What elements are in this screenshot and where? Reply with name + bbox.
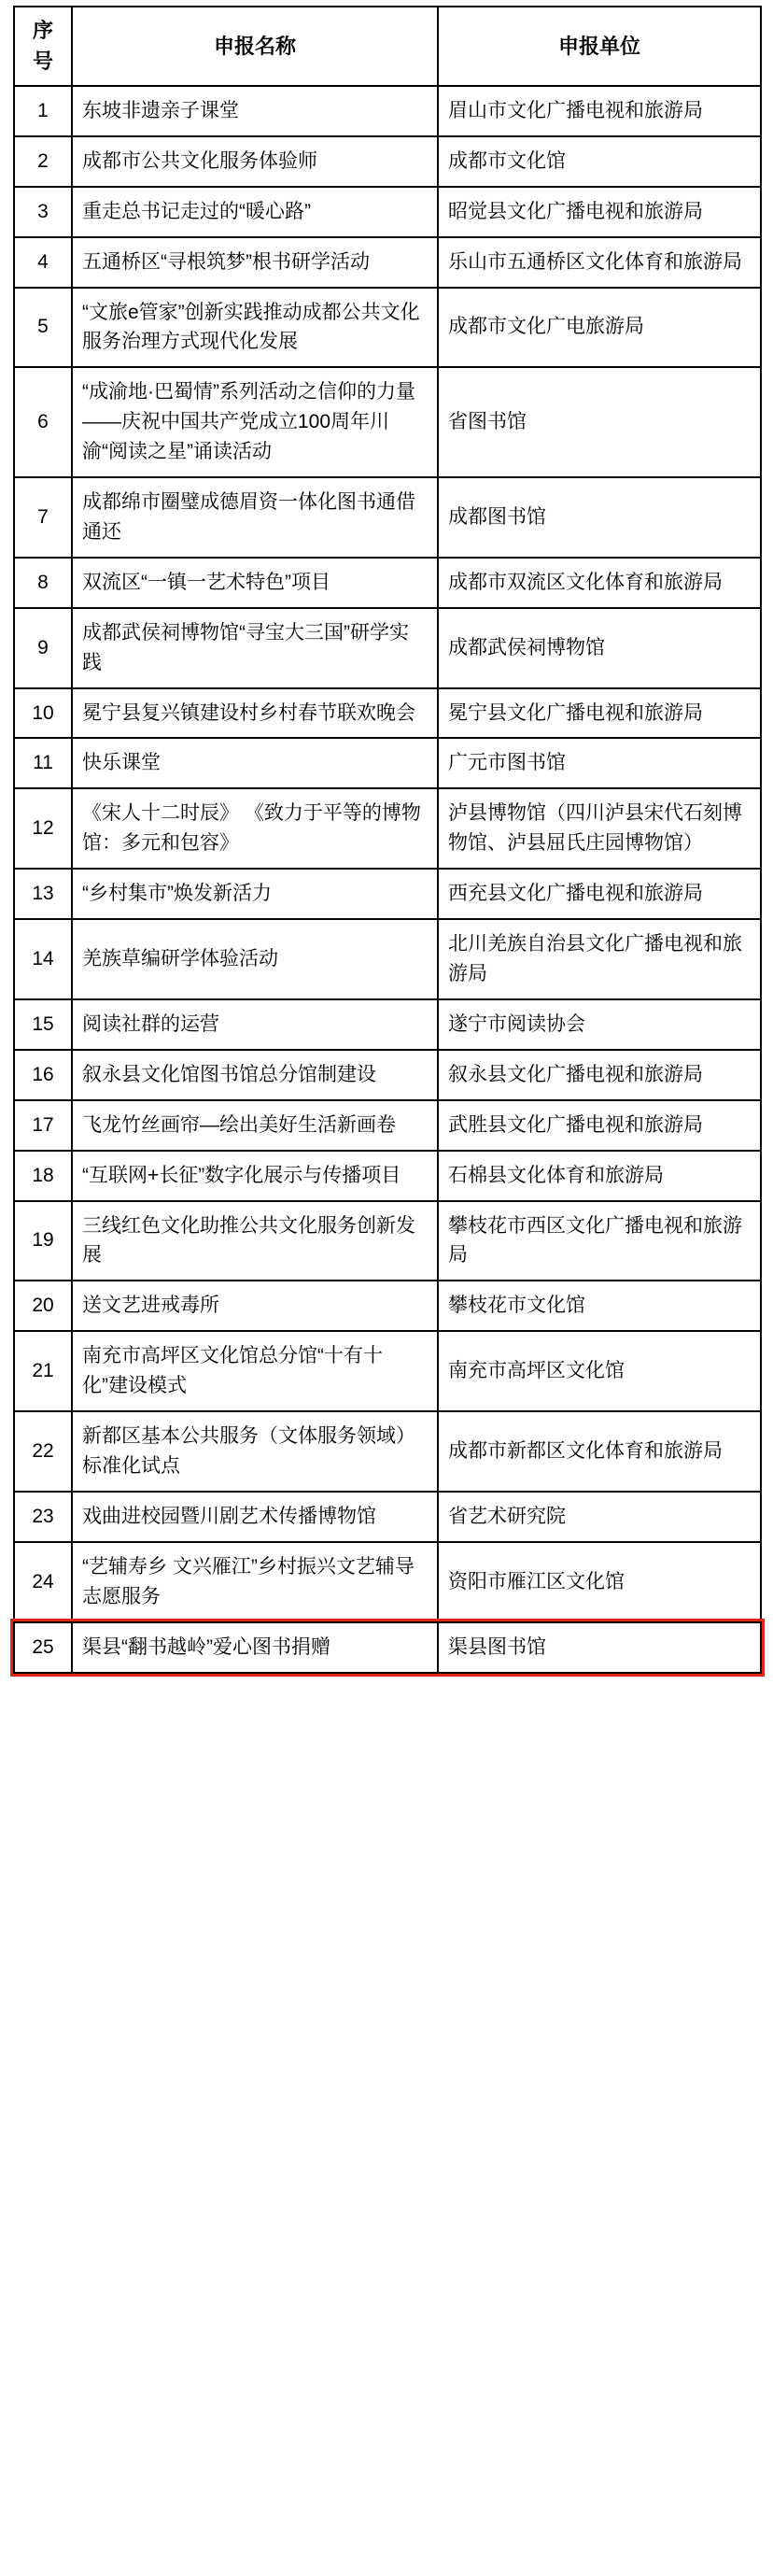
cell-declaration-name: 渠县“翻书越岭”爱心图书捐赠 xyxy=(72,1622,438,1673)
cell-declaration-name: 冕宁县复兴镇建设村乡村春节联欢晚会 xyxy=(72,688,438,739)
cell-index: 1 xyxy=(14,86,72,136)
cell-index: 20 xyxy=(14,1281,72,1331)
cell-index: 8 xyxy=(14,558,72,608)
cell-declaration-name: “乡村集市”焕发新活力 xyxy=(72,869,438,919)
cell-index: 14 xyxy=(14,919,72,999)
cell-declaration-name: 戏曲进校园暨川剧艺术传播博物馆 xyxy=(72,1492,438,1542)
table-row xyxy=(14,1542,761,1622)
cell-declaration-name: “文旅e管家”创新实践推动成都公共文化服务治理方式现代化发展 xyxy=(72,288,438,368)
cell-index: 18 xyxy=(14,1151,72,1201)
cell-index: 6 xyxy=(14,367,72,477)
cell-declaration-name: 五通桥区“寻根筑梦”根书研学活动 xyxy=(72,237,438,288)
cell-declaration-unit: 成都市新都区文化体育和旅游局 xyxy=(438,1411,761,1492)
cell-declaration-unit: 攀枝花市文化馆 xyxy=(438,1281,761,1331)
table-row xyxy=(14,367,761,477)
table-row xyxy=(14,558,761,608)
cell-declaration-unit: 攀枝花市西区文化广播电视和旅游局 xyxy=(438,1201,761,1281)
cell-index: 9 xyxy=(14,608,72,688)
column-header-index-line2: 号 xyxy=(32,50,53,74)
column-header-unit: 申报单位 xyxy=(438,7,761,86)
cell-index: 22 xyxy=(14,1411,72,1492)
cell-declaration-name: 东坡非遗亲子课堂 xyxy=(72,86,438,136)
cell-declaration-unit: 叙永县文化广播电视和旅游局 xyxy=(438,1050,761,1100)
table-row xyxy=(14,919,761,999)
cell-declaration-unit: 成都市文化广电旅游局 xyxy=(438,288,761,368)
cell-declaration-name: “艺辅寿乡 文兴雁江”乡村振兴文艺辅导志愿服务 xyxy=(72,1542,438,1622)
table-row xyxy=(14,187,761,237)
cell-declaration-name: 阅读社群的运营 xyxy=(72,999,438,1050)
table-row xyxy=(14,738,761,788)
table-row xyxy=(14,1622,761,1673)
cell-index: 12 xyxy=(14,788,72,869)
cell-declaration-name: 成都武侯祠博物馆“寻宝大三国”研学实践 xyxy=(72,608,438,688)
cell-declaration-unit: 武胜县文化广播电视和旅游局 xyxy=(438,1100,761,1151)
cell-declaration-unit: 乐山市五通桥区文化体育和旅游局 xyxy=(438,237,761,288)
cell-declaration-unit: 泸县博物馆（四川泸县宋代石刻博物馆、泸县屈氏庄园博物馆） xyxy=(438,788,761,869)
cell-declaration-name: “成渝地·巴蜀情”系列活动之信仰的力量——庆祝中国共产党成立100周年川渝“阅读之星”诵读活动 xyxy=(72,367,438,477)
cell-declaration-name: 重走总书记走过的“暖心路” xyxy=(72,187,438,237)
table-row xyxy=(14,1050,761,1100)
cell-declaration-name: 新都区基本公共服务（文体服务领域）标准化试点 xyxy=(72,1411,438,1492)
cell-declaration-unit: 成都市双流区文化体育和旅游局 xyxy=(438,558,761,608)
table-row xyxy=(14,477,761,558)
cell-declaration-name: 《宋人十二时辰》 《致力于平等的博物馆：多元和包容》 xyxy=(72,788,438,869)
cell-declaration-name: 成都市公共文化服务体验师 xyxy=(72,136,438,187)
cell-declaration-unit: 遂宁市阅读协会 xyxy=(438,999,761,1050)
cell-index: 3 xyxy=(14,187,72,237)
cell-declaration-name: 双流区“一镇一艺术特色”项目 xyxy=(72,558,438,608)
table-row xyxy=(14,1281,761,1331)
cell-declaration-unit: 渠县图书馆 xyxy=(438,1622,761,1673)
cell-index: 25 xyxy=(14,1622,72,1673)
table-row xyxy=(14,999,761,1050)
table-row xyxy=(14,86,761,136)
cell-index: 7 xyxy=(14,477,72,558)
cell-index: 13 xyxy=(14,869,72,919)
table-row xyxy=(14,1100,761,1151)
cell-index: 19 xyxy=(14,1201,72,1281)
cell-index: 24 xyxy=(14,1542,72,1622)
cell-declaration-unit: 南充市高坪区文化馆 xyxy=(438,1331,761,1411)
cell-declaration-unit: 成都市文化馆 xyxy=(438,136,761,187)
table-row xyxy=(14,237,761,288)
cell-index: 15 xyxy=(14,999,72,1050)
cell-declaration-name: 成都绵市圈璧成德眉资一体化图书通借通还 xyxy=(72,477,438,558)
table-row xyxy=(14,1411,761,1492)
cell-declaration-name: 飞龙竹丝画帘—绘出美好生活新画卷 xyxy=(72,1100,438,1151)
cell-index: 17 xyxy=(14,1100,72,1151)
table-row xyxy=(14,136,761,187)
cell-index: 5 xyxy=(14,288,72,368)
column-header-index-line1: 序 xyxy=(32,19,53,42)
cell-index: 11 xyxy=(14,738,72,788)
table-row xyxy=(14,688,761,739)
table-row xyxy=(14,1492,761,1542)
cell-declaration-unit: 省图书馆 xyxy=(438,367,761,477)
column-header-name: 申报名称 xyxy=(72,7,438,86)
cell-declaration-name: 羌族草编研学体验活动 xyxy=(72,919,438,999)
cell-index: 16 xyxy=(14,1050,72,1100)
cell-declaration-unit: 成都武侯祠博物馆 xyxy=(438,608,761,688)
cell-declaration-unit: 成都图书馆 xyxy=(438,477,761,558)
cell-declaration-unit: 北川羌族自治县文化广播电视和旅游局 xyxy=(438,919,761,999)
cell-index: 23 xyxy=(14,1492,72,1542)
table-body xyxy=(14,86,761,1673)
table-row xyxy=(14,288,761,368)
cell-declaration-name: 三线红色文化助推公共文化服务创新发展 xyxy=(72,1201,438,1281)
column-header-index xyxy=(14,7,72,86)
cell-declaration-unit: 西充县文化广播电视和旅游局 xyxy=(438,869,761,919)
cell-declaration-unit: 昭觉县文化广播电视和旅游局 xyxy=(438,187,761,237)
table-row xyxy=(14,869,761,919)
table-header xyxy=(14,7,761,86)
cell-declaration-unit: 广元市图书馆 xyxy=(438,738,761,788)
cell-declaration-unit: 资阳市雁江区文化馆 xyxy=(438,1542,761,1622)
cell-index: 2 xyxy=(14,136,72,187)
table-row xyxy=(14,1331,761,1411)
table-row xyxy=(14,1151,761,1201)
cell-declaration-name: “互联网+长征”数字化展示与传播项目 xyxy=(72,1151,438,1201)
table-row xyxy=(14,788,761,869)
cell-declaration-name: 南充市高坪区文化馆总分馆“十有十化”建设模式 xyxy=(72,1331,438,1411)
cell-declaration-name: 送文艺进戒毒所 xyxy=(72,1281,438,1331)
cell-index: 4 xyxy=(14,237,72,288)
cell-declaration-unit: 省艺术研究院 xyxy=(438,1492,761,1542)
table-header-row xyxy=(14,7,761,86)
cell-index: 21 xyxy=(14,1331,72,1411)
cell-declaration-unit: 石棉县文化体育和旅游局 xyxy=(438,1151,761,1201)
cell-declaration-name: 快乐课堂 xyxy=(72,738,438,788)
cell-declaration-name: 叙永县文化馆图书馆总分馆制建设 xyxy=(72,1050,438,1100)
cell-index: 10 xyxy=(14,688,72,739)
table-row xyxy=(14,608,761,688)
cell-declaration-unit: 眉山市文化广播电视和旅游局 xyxy=(438,86,761,136)
table-row xyxy=(14,1201,761,1281)
cell-declaration-unit: 冕宁县文化广播电视和旅游局 xyxy=(438,688,761,739)
declaration-table xyxy=(13,6,762,1674)
